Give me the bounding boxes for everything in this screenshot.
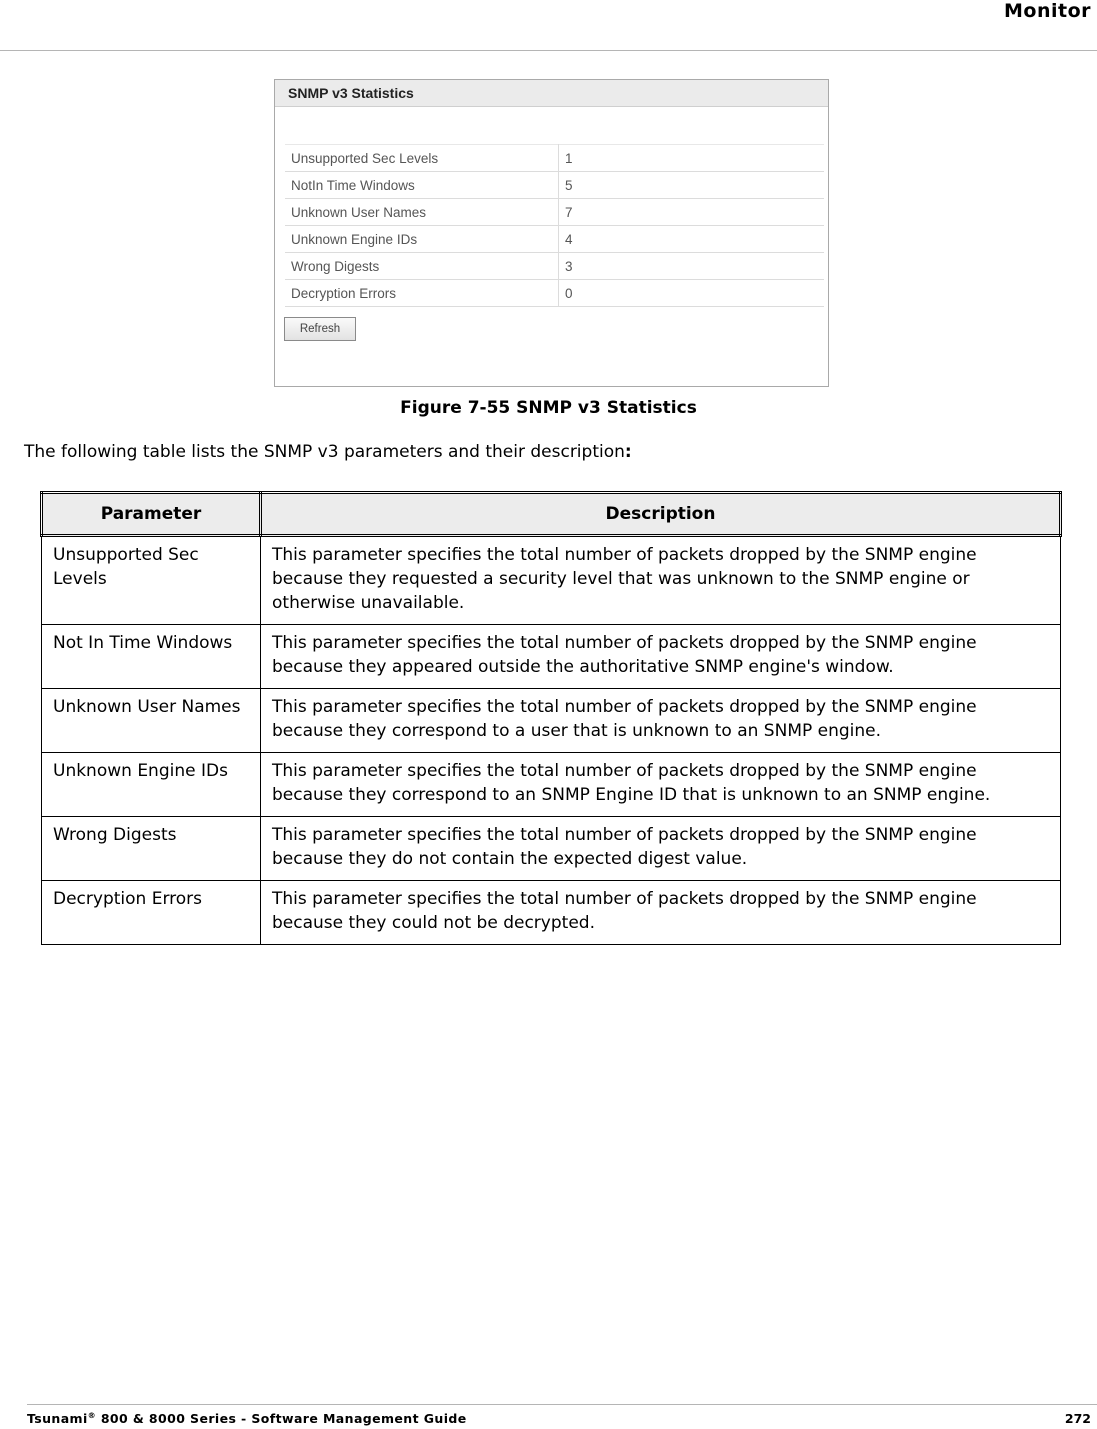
table-row xyxy=(285,199,824,226)
figure-caption: Figure 7-55 SNMP v3 Statistics xyxy=(400,398,697,418)
table-row xyxy=(285,226,824,253)
stat-name: Unsupported Sec Levels xyxy=(285,145,559,172)
intro-paragraph xyxy=(24,442,632,462)
description-cell: This parameter specifies the total number of packets dropped by the SNMP engine because they correspond to an SNMP Engine ID that is unknown to an SNMP engine. xyxy=(261,753,1061,817)
header-description: Description xyxy=(261,493,1061,536)
panel-title: SNMP v3 Statistics xyxy=(275,80,828,107)
page-header-title: Monitor xyxy=(1003,0,1091,22)
table-row xyxy=(42,817,1061,881)
stat-value: 5 xyxy=(559,172,825,199)
description-cell: This parameter specifies the total number of packets dropped by the SNMP engine because they could not be decrypted. xyxy=(261,881,1061,945)
stat-value: 0 xyxy=(559,280,825,307)
header-parameter: Parameter xyxy=(42,493,261,536)
table-row xyxy=(285,253,824,280)
footer-guide-title xyxy=(27,1411,467,1426)
footer-divider xyxy=(27,1404,1097,1405)
description-cell: This parameter specifies the total number of packets dropped by the SNMP engine because they requested a security level that was unknown to the SNMP engine or otherwise unavailable. xyxy=(261,536,1061,625)
footer-brand: Tsunami xyxy=(27,1411,88,1427)
stat-value: 3 xyxy=(559,253,825,280)
header-divider xyxy=(0,50,1097,51)
statistics-table xyxy=(285,144,824,307)
table-header-row xyxy=(42,493,1061,536)
table-row xyxy=(285,145,824,172)
stat-value: 4 xyxy=(559,226,825,253)
table-row xyxy=(285,280,824,307)
table-row xyxy=(285,172,824,199)
stat-name: Wrong Digests xyxy=(285,253,559,280)
stat-name: Unknown Engine IDs xyxy=(285,226,559,253)
stat-value: 7 xyxy=(559,199,825,226)
parameter-cell: Not In Time Windows xyxy=(42,625,261,689)
stat-name: Decryption Errors xyxy=(285,280,559,307)
description-cell: This parameter specifies the total number of packets dropped by the SNMP engine because they appeared outside the authoritative SNMP engine's window. xyxy=(261,625,1061,689)
table-row xyxy=(42,625,1061,689)
table-row xyxy=(42,689,1061,753)
table-row xyxy=(42,881,1061,945)
stat-name: NotIn Time Windows xyxy=(285,172,559,199)
parameter-description-table xyxy=(40,491,1062,945)
snmp-v3-statistics-panel xyxy=(274,79,829,387)
registered-mark: ® xyxy=(87,1411,97,1420)
refresh-button[interactable]: Refresh xyxy=(284,317,356,341)
parameter-cell: Unknown Engine IDs xyxy=(42,753,261,817)
page-number: 272 xyxy=(1064,1411,1091,1426)
stat-value: 1 xyxy=(559,145,825,172)
parameter-cell: Wrong Digests xyxy=(42,817,261,881)
table-row xyxy=(42,536,1061,625)
table-row xyxy=(42,753,1061,817)
intro-text: The following table lists the SNMP v3 parameters and their description xyxy=(24,442,625,462)
description-cell: This parameter specifies the total number of packets dropped by the SNMP engine because they correspond to a user that is unknown to an SNMP engine. xyxy=(261,689,1061,753)
description-cell: This parameter specifies the total number of packets dropped by the SNMP engine because they do not contain the expected digest value. xyxy=(261,817,1061,881)
parameter-cell: Decryption Errors xyxy=(42,881,261,945)
footer-guide-name: 800 & 8000 Series - Software Management Guide xyxy=(96,1411,467,1427)
parameter-cell: Unknown User Names xyxy=(42,689,261,753)
parameter-cell: Unsupported Sec Levels xyxy=(42,536,261,625)
intro-colon: : xyxy=(624,442,632,462)
stat-name: Unknown User Names xyxy=(285,199,559,226)
